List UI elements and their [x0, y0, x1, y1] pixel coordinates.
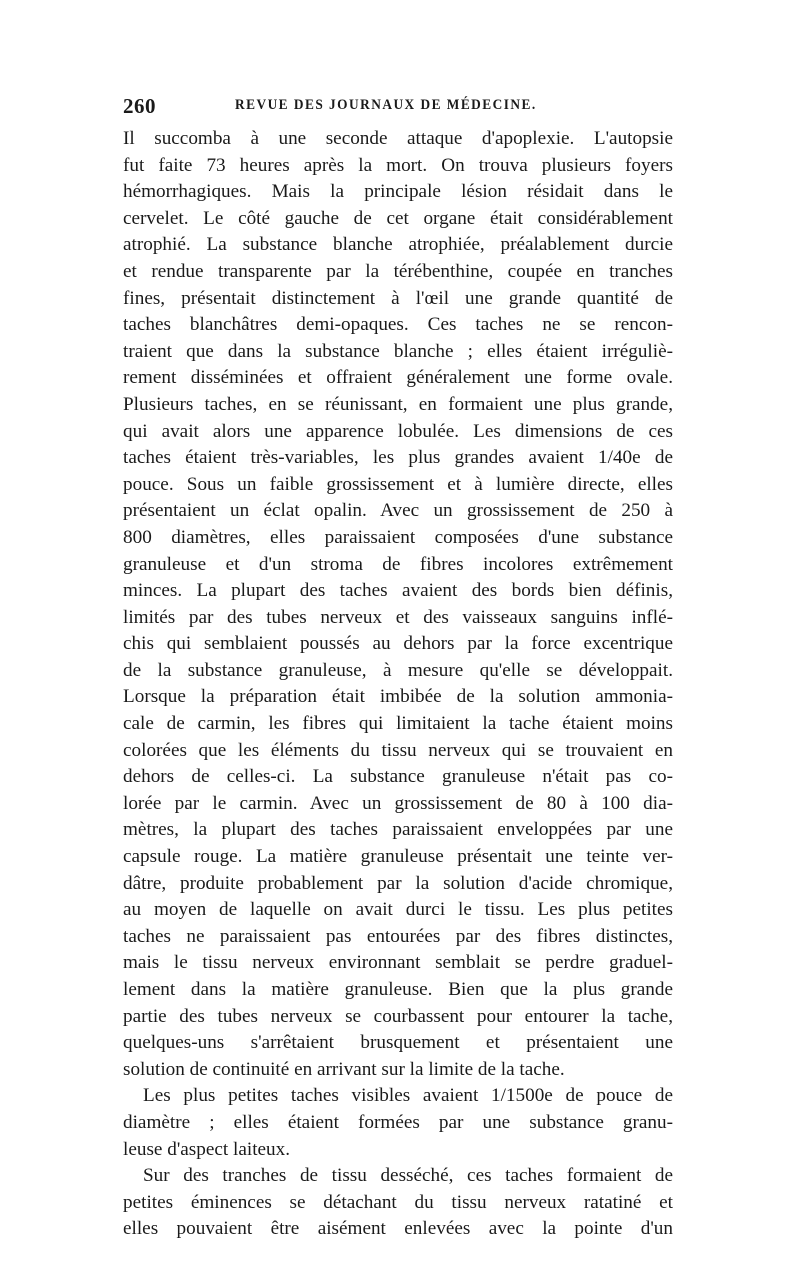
running-title: REVUE DES JOURNAUX DE MÉDECINE.: [235, 97, 537, 113]
text-line: solution de continuité en arrivant sur la limite de la tache.: [123, 1058, 565, 1080]
text-line: qui avait alors une apparence lobulée. Les dimensions de ces: [123, 420, 673, 442]
running-header: [123, 94, 673, 124]
text-line: petites éminences se détachant du tissu nerveux ratatiné et: [123, 1191, 673, 1213]
text-line: chis qui semblaient poussés au dehors par la force excentrique: [123, 633, 673, 655]
text-line: Il succomba à une seconde attaque d'apoplexie. L'autopsie: [123, 128, 673, 149]
text-line: lement dans la matière granuleuse. Bien que la plus grande: [123, 979, 673, 1000]
text-line: elles pouvaient être aisément enlevées avec la pointe d'un: [123, 1218, 673, 1240]
text-line: et rendue transparente par la térébenthine, coupée en tranches: [123, 260, 673, 282]
body-text: [123, 126, 673, 1243]
text-line: capsule rouge. La matière granuleuse présentait une teinte ver-: [123, 846, 673, 868]
text-line: cervelet. Le côté gauche de cet organe était considérablement: [123, 207, 673, 229]
text-line: limités par des tubes nerveux et des vaisseaux sanguins inflé-: [123, 606, 673, 628]
text-line: minces. La plupart des taches avaient des bords bien définis,: [123, 580, 673, 602]
text-line: taches blanchâtres demi-opaques. Ces taches ne se rencon-: [123, 314, 673, 336]
text-line: fines, présentait distinctement à l'œil une grande quantité de: [123, 287, 673, 309]
text-line: leuse d'aspect laiteux.: [123, 1138, 291, 1160]
text-line: au moyen de laquelle on avait durci le tissu. Les plus petites: [123, 899, 673, 921]
text-line: taches ne paraissaient pas entourées par des fibres distinctes,: [123, 925, 673, 947]
text-line: hémorrhagiques. Mais la principale lésion résidait dans le: [123, 181, 673, 203]
text-line: granuleuse et d'un stroma de fibres incolores extrêmement: [123, 553, 673, 575]
text-line: 800 diamètres, elles paraissaient composées d'une substance: [123, 526, 673, 548]
text-line: pouce. Sous un faible grossissement et à lumière directe, elles: [123, 473, 673, 495]
text-line: diamètre ; elles étaient formées par une substance granu-: [123, 1111, 673, 1133]
text-line: Sur des tranches de tissu desséché, ces taches formaient de: [143, 1165, 673, 1187]
text-line: atrophié. La substance blanche atrophiée, préalablement durcie: [123, 234, 673, 256]
text-line: partie des tubes nerveux se courbassent pour entourer la tache,: [123, 1005, 673, 1027]
text-line: mètres, la plupart des taches paraissaient enveloppées par une: [123, 819, 673, 841]
text-line: Plusieurs taches, en se réunissant, en formaient une plus grande,: [123, 393, 673, 415]
text-line: rement disséminées et offraient généralement une forme ovale.: [123, 367, 673, 389]
text-line: dehors de celles-ci. La substance granuleuse n'était pas co-: [123, 766, 673, 788]
text-line: Lorsque la préparation était imbibée de la solution ammonia-: [123, 686, 673, 708]
text-line: de la substance granuleuse, à mesure qu'elle se développait.: [123, 659, 673, 681]
page-number: 260: [123, 94, 156, 118]
page: [123, 94, 673, 1243]
text-line: colorées que les éléments du tissu nerveux qui se trouvaient en: [123, 739, 673, 761]
text-line: lorée par le carmin. Avec un grossissement de 80 à 100 dia-: [123, 792, 673, 814]
text-line: quelques-uns s'arrêtaient brusquement et présentaient une: [123, 1032, 673, 1054]
text-line: cale de carmin, les fibres qui limitaient la tache étaient moins: [123, 713, 673, 735]
text-line: taches étaient très-variables, les plus grandes avaient 1/40e de: [123, 447, 673, 469]
text-line: dâtre, produite probablement par la solution d'acide chromique,: [123, 872, 673, 894]
text-line: fut faite 73 heures après la mort. On trouva plusieurs foyers: [123, 154, 673, 176]
text-line: traient que dans la substance blanche ; elles étaient irréguliè-: [123, 340, 673, 362]
text-line: mais le tissu nerveux environnant semblait se perdre graduel-: [123, 952, 673, 974]
text-line: Les plus petites taches visibles avaient 1/1500e de pouce de: [143, 1085, 673, 1107]
text-line: présentaient un éclat opalin. Avec un grossissement de 250 à: [123, 500, 673, 522]
